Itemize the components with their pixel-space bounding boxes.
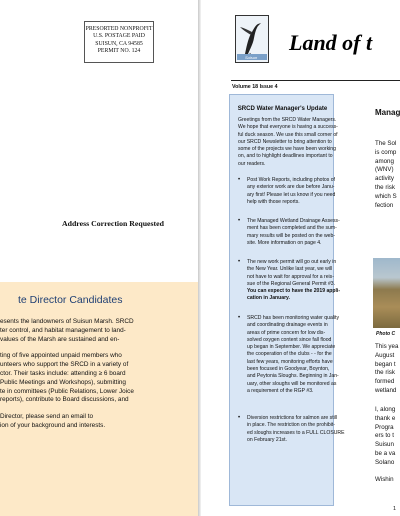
bullet-line: Post Work Reports, including photos of <box>247 177 335 183</box>
article-paragraph-4 <box>375 476 400 485</box>
bullet-line: on February 21st. <box>247 436 287 443</box>
bullet-line: in place. The restriction on the prohibit- <box>247 422 335 429</box>
article-line: The Sol <box>375 140 397 147</box>
bullet-icon: • <box>238 315 241 321</box>
body-line: values of the Marsh are sustained and en- <box>0 335 120 343</box>
bullet-line: help with those reports. <box>247 198 300 205</box>
bullet-line: uary, other sloughs will be monitored as <box>247 380 337 387</box>
body-line: Director, please send an email to <box>0 413 94 421</box>
postage-line: PRESORTED NONPROFIT <box>85 26 153 32</box>
bullet-line: the New Year. Unlike last year, we will <box>247 266 333 273</box>
bullet-icon: • <box>238 415 241 421</box>
heron-logo <box>235 15 269 63</box>
bullet-line: SRCD has been monitoring water quality <box>247 315 340 321</box>
bullet-line: You can expect to have the 2019 appli- <box>247 288 341 295</box>
article-paragraph-3 <box>375 406 400 468</box>
intro-line: on, and to highlight deadlines important to <box>238 153 333 160</box>
bullet-line: site. More information on page 4. <box>247 239 322 246</box>
article-line: is comp <box>375 148 397 156</box>
bullet-line: The new work permit will go out early in <box>247 259 337 265</box>
bullet-line: The Managed Wetland Drainage Assess- <box>247 218 340 224</box>
article-line: formed <box>375 378 395 386</box>
article-line: among <box>375 157 394 165</box>
body-line: ter control, and habitat management to land- <box>0 326 126 334</box>
bullet-line: areas of prime concern for low dis- <box>247 329 326 336</box>
bullet-line: solved oxygen content since fall flood <box>247 336 332 343</box>
article-line: the risk <box>375 369 395 377</box>
bullet-icon: • <box>238 259 241 265</box>
bullet-line: Diversion restrictions for salmon are still <box>247 415 338 421</box>
bullet-line: a requirement of the RGP #3. <box>247 387 314 394</box>
intro-line: some of the projects we have been working <box>238 146 336 153</box>
photo-caption: Photo C <box>376 331 396 337</box>
article-line: Wishin <box>375 476 394 483</box>
bullet-line: been focused in Goodyear, Boynton, <box>247 366 330 373</box>
article-line: which S <box>375 192 397 200</box>
bullet-icon: • <box>238 218 241 224</box>
body-line: ion of your background and interests. <box>0 421 106 429</box>
bullet-line: ary first! Please let us know if you need <box>247 191 336 198</box>
bullet-line: ment has been completed and the sum- <box>247 225 337 232</box>
bullet-line: cation in January. <box>247 295 290 302</box>
body-line: Public Meetings and Workshops), submitting <box>0 378 126 386</box>
article-line: ers to t <box>375 432 394 440</box>
postage-line: U.S. POSTAGE PAID <box>93 33 145 40</box>
article-line: the risk <box>375 183 395 191</box>
postage-line: SUISUN, CA 94585 <box>95 40 143 47</box>
article-paragraph-2 <box>375 343 400 396</box>
bullet-line: last few years, monitoring efforts have <box>247 358 333 365</box>
bullet-line: any exterior work are due before Janu- <box>247 184 335 191</box>
panel-intro <box>238 117 338 168</box>
panel-title: SRCD Water Manager's Update <box>237 105 328 112</box>
article-paragraph-1 <box>375 140 400 210</box>
bullet-icon: • <box>238 177 241 183</box>
candidates-body <box>0 318 190 431</box>
article-line: began t <box>375 360 396 368</box>
article-line: Suisun <box>375 441 394 449</box>
article-line: thank e <box>375 414 396 422</box>
marsh-photo <box>373 258 400 328</box>
intro-line: ful duck season. We use this small corner of <box>238 131 338 138</box>
article-line: wetland <box>375 386 397 394</box>
bullet-line: ed sloughs increases to a FULL CLOSURE <box>247 429 345 436</box>
bullet-line: and coordinating drainage events in <box>247 322 328 329</box>
intro-line: Greetings from the SRCD Water Managers. <box>238 117 337 123</box>
body-line: te in committees (Public Relations, Lower Joice <box>0 387 134 395</box>
article-line: Solano <box>375 458 395 466</box>
newsletter-masthead: Land of t <box>289 30 373 55</box>
article-line: be a va <box>375 449 396 457</box>
postage-indicia <box>84 21 154 63</box>
postage-line: PERMIT NO. 124 <box>97 48 141 55</box>
bullet-line: mary results will be posted on the web- <box>247 232 336 239</box>
intro-line: We hope that everyone is having a success- <box>238 124 338 131</box>
address-correction-text: Address Correction Requested <box>62 219 164 228</box>
body-line: unteers who support the SRCD in a variety of <box>0 361 129 369</box>
article-line: (WNV) <box>375 166 394 174</box>
volume-issue: Volume 18 Issue 4 <box>232 84 278 90</box>
article-heading: Manag <box>375 108 400 117</box>
candidates-title: te Director Candidates <box>18 294 123 306</box>
bullet-line: not have to wait for approval for a reis- <box>247 273 334 280</box>
bullet-line: and Peytonia Sloughs. Beginning in Jan- <box>247 373 339 380</box>
bullet-line: sue of the Regional General Permit #3. <box>247 280 336 287</box>
body-line: reports), contribute to Board discussions, and <box>0 396 129 404</box>
article-line: August <box>375 351 395 359</box>
bullet-line: the cooperation of the clubs - - for the <box>247 351 332 358</box>
front-cover-page <box>201 0 400 516</box>
article-line: I, along <box>375 406 396 413</box>
masthead-rule <box>231 80 400 81</box>
page-number: 1 <box>393 506 397 512</box>
intro-line: our readers. <box>238 160 266 167</box>
logo-wordmark: Suisun <box>245 55 258 60</box>
water-managers-update-panel <box>229 94 345 506</box>
bullet-line: up began in September. We appreciate <box>247 344 336 351</box>
article-line: Progra <box>375 423 394 431</box>
article-line: activity <box>375 175 394 183</box>
article-line: This yea <box>375 343 399 350</box>
body-line: ctor. Their tasks include: attending ≥ 6 board <box>0 369 126 377</box>
intro-line: our SRCD Newsletter to bring attention to <box>238 138 332 145</box>
body-line: ting of five appointed unpaid members who <box>0 352 122 360</box>
article-line: fection <box>375 201 394 209</box>
back-cover-page <box>0 0 198 516</box>
body-line: esents the landowners of Suisun Marsh. SRCD <box>0 318 134 325</box>
